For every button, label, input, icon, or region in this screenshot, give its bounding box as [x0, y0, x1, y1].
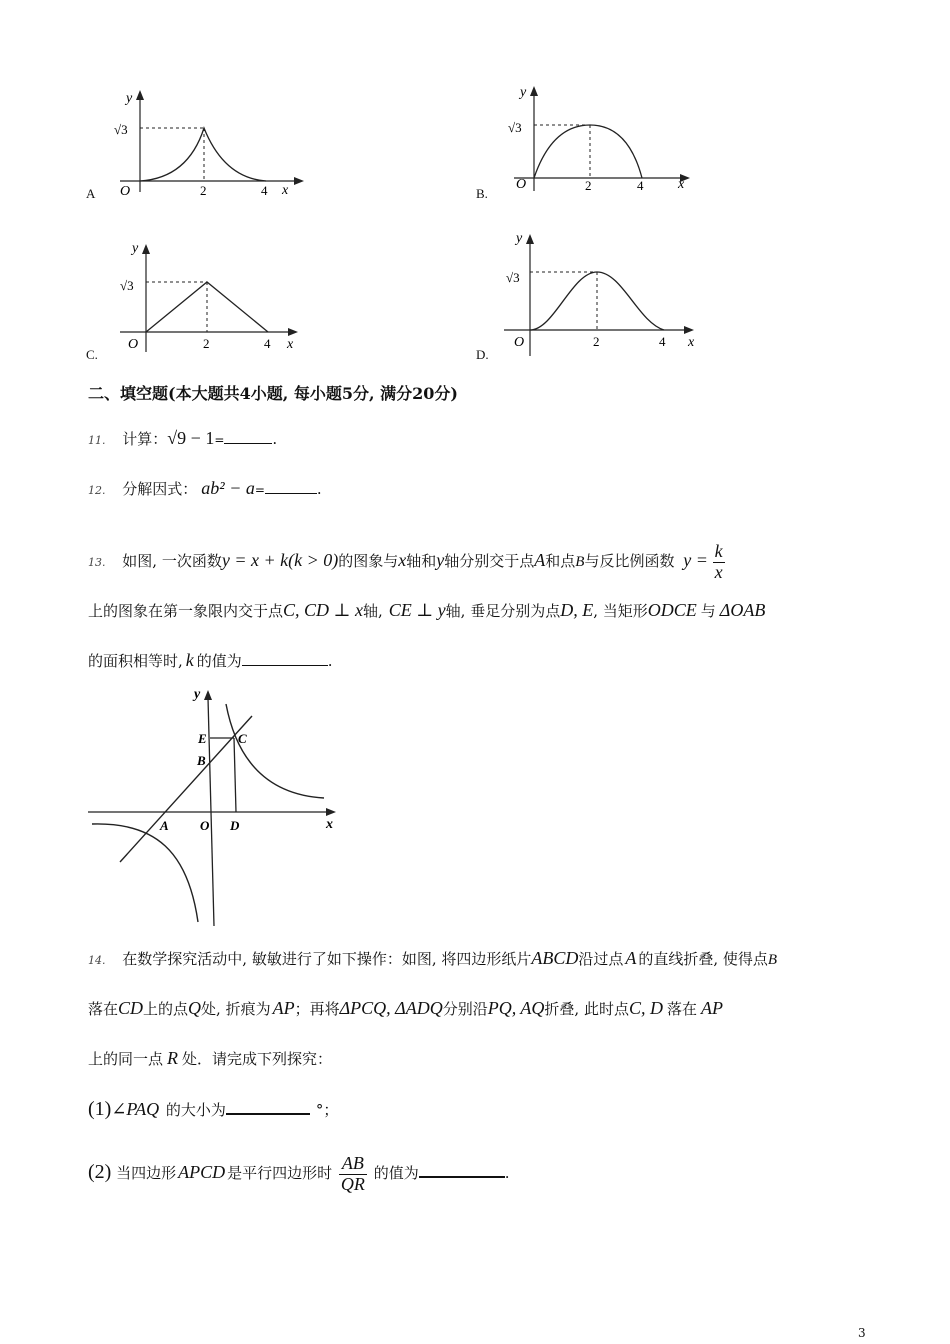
page-number: 3 [858, 1326, 866, 1340]
svg-text:y: y [516, 231, 523, 246]
option-a-graph [100, 82, 310, 202]
svg-text:x: x [678, 177, 685, 192]
svg-text:2: 2 [593, 334, 600, 349]
x-tick-4: 4 [261, 183, 268, 198]
svg-text:y: y [520, 85, 527, 100]
svg-text:x: x [326, 817, 333, 832]
option-b-graph [494, 76, 704, 196]
fraction-ab-over-qr: $\frac{AB}{QR}$ [340, 1152, 365, 1194]
y-axis-label: y [126, 91, 133, 106]
svg-text:√3: √3 [120, 278, 134, 293]
x-tick-2: 2 [200, 183, 207, 198]
svg-text:4: 4 [637, 178, 644, 193]
answer-blank[interactable] [226, 1099, 310, 1115]
svg-text:O: O [128, 337, 139, 352]
option-d-label: D. [476, 347, 489, 362]
origin-label: O [120, 184, 131, 199]
option-c-label: C. [86, 347, 98, 362]
question-14-line1: 14. 在数学探究活动中, 敏敏进行了如下操作：如图, 将四边形纸片ABCD沿过点 A 的直线折叠, 使得点B [88, 948, 778, 968]
question-14-part2: (2) 当四边形 APCD 是平行四边形时 $\frac{AB}{QR}$ 的值为 . [88, 1152, 510, 1194]
svg-text:O: O [516, 177, 527, 192]
svg-text:4: 4 [659, 334, 666, 349]
svg-text:A: A [160, 818, 169, 833]
x-axis-label: x [282, 183, 289, 198]
section-title: 二、填空题(本大题共4小题, 每小题5分, 满分20分) [88, 384, 458, 403]
svg-text:x: x [287, 337, 294, 352]
fraction-k-over-x: $\frac{k}{x}$ [714, 540, 723, 582]
svg-text:y: y [132, 241, 139, 256]
svg-text:O: O [514, 335, 525, 350]
question-14-part1: (1)∠PAQ 的大小为 °； [88, 1098, 339, 1120]
svg-text:2: 2 [585, 178, 592, 193]
svg-text:C: C [238, 731, 247, 746]
question-12: 12. 分解因式： ab² − a= . [88, 478, 322, 498]
answer-blank[interactable] [242, 651, 328, 666]
question-14-line2: 落在CD上的点Q处, 折痕为 AP；再将ΔPCQ, ΔADQ分别沿PQ, AQ折叠, 此时点C, D 落在 AP [88, 998, 723, 1018]
option-b-label: B. [476, 186, 488, 201]
peak-label: √3 [114, 122, 128, 137]
svg-text:x: x [688, 335, 695, 350]
answer-blank[interactable] [265, 479, 317, 494]
question-14-line3: 上的同一点 R 处．请完成下列探究： [88, 1048, 333, 1068]
question-number: 11. [88, 434, 106, 447]
question-11: 11. 计算：√9 − 1= . [88, 428, 278, 448]
option-c-graph [100, 236, 310, 356]
answer-blank[interactable] [224, 429, 272, 444]
option-a-label: A [86, 186, 96, 201]
svg-text:O: O [200, 818, 210, 833]
svg-text:√3: √3 [506, 270, 520, 285]
question-13-line1: 13. 如图, 一次函数y = x + k(k > 0)的图象与x轴和y轴分别交于点A和点B与反比例函数 y = $\frac{k}{x}$ [88, 540, 723, 582]
svg-text:4: 4 [264, 336, 271, 351]
svg-text:B: B [197, 753, 206, 768]
svg-text:y: y [194, 687, 201, 702]
svg-text:2: 2 [203, 336, 210, 351]
answer-blank[interactable] [419, 1162, 505, 1178]
svg-text:E: E [198, 731, 207, 746]
question-13-line3: 的面积相等时, k 的值为 . [88, 650, 333, 670]
expression: ab² − a [201, 478, 255, 498]
svg-text:D: D [230, 818, 240, 833]
question-13-line2: 上的图象在第一象限内交于点C, CD ⊥ x轴, CE ⊥ y轴, 垂足分别为点D, E, 当矩形ODCE 与 ΔOAB [88, 600, 766, 620]
svg-text:√3: √3 [508, 120, 522, 135]
figure-13 [86, 682, 356, 932]
option-d-graph [494, 226, 704, 356]
expression: √9 − 1 [167, 428, 215, 448]
